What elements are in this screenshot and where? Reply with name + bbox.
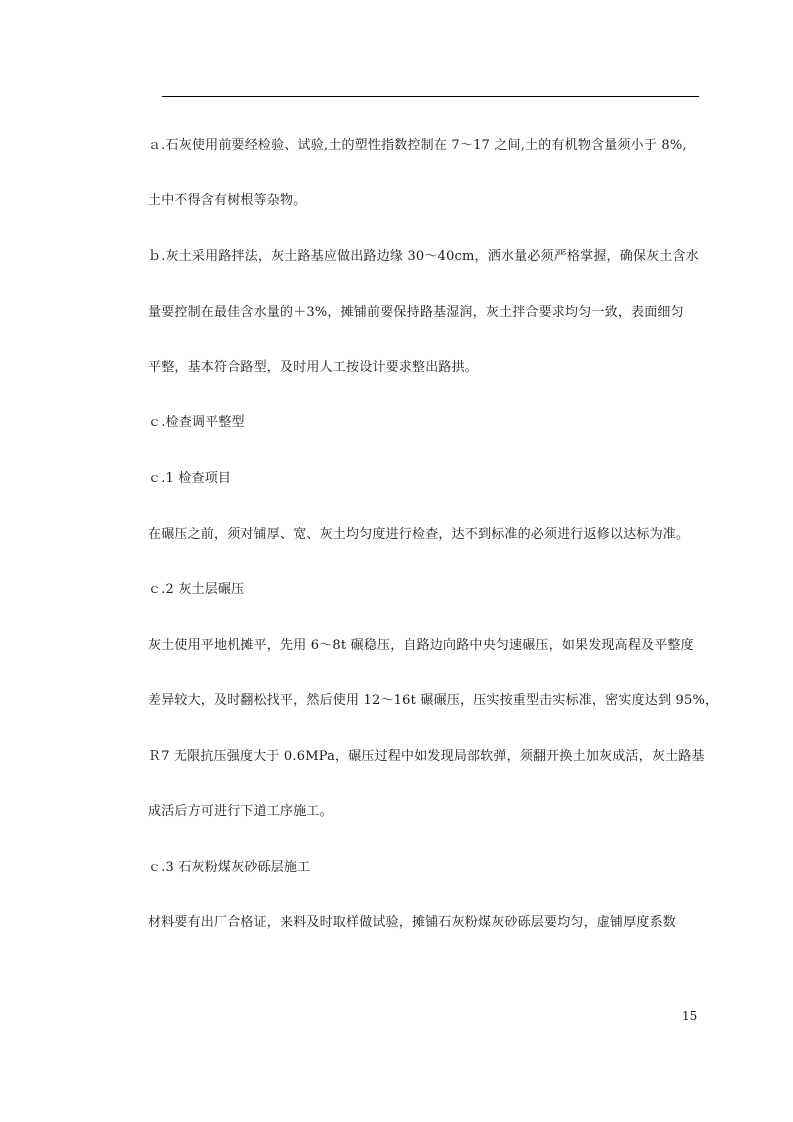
paragraph-line: 差异较大，及时翻松找平，然后使用 12～16t 碾碾压，压实按重型击实标准，密实度达到 95%，: [148, 693, 719, 708]
subsection-heading: ｃ.3 石灰粉煤灰砂砾层施工: [148, 860, 311, 875]
paragraph-line: 量要控制在最佳含水量的＋3%，摊铺前要保持路基湿润，灰土拌合要求均匀一致，表面细匀: [148, 305, 684, 320]
paragraph-line: 在碾压之前，须对铺厚、宽、灰土均匀度进行检查，达不到标准的必须进行返修以达标为准。: [148, 527, 690, 542]
page-number: 15: [682, 1009, 698, 1023]
paragraph-line: 土中不得含有树根等杂物。: [148, 193, 307, 208]
paragraph-line: 平整，基本符合路型，及时用人工按设计要求整出路拱。: [148, 360, 479, 375]
paragraph-line: ｂ.灰土采用路拌法，灰土路基应做出路边缘 30～40cm，洒水量必须严格掌握，确保灰土含水: [148, 249, 699, 264]
header-rule: [162, 96, 699, 97]
paragraph-line: 成活后方可进行下道工序施工。: [148, 804, 333, 819]
subsection-heading: ｃ.2 灰土层碾压: [148, 582, 245, 597]
section-heading: ｃ.检查调平整型: [148, 415, 245, 430]
paragraph-line: Ｒ7 无限抗压强度大于 0.6MPa，碾压过程中如发现局部软弹，须翻开换土加灰成活，灰土路基: [148, 749, 705, 764]
subsection-heading: ｃ.1 检查项目: [148, 471, 232, 486]
paragraph-line: 材料要有出厂合格证，来料及时取样做试验，摊铺石灰粉煤灰砂砾层要均匀，虚铺厚度系数: [148, 915, 677, 930]
paragraph-line: 灰土使用平地机摊平，先用 6～8t 碾稳压，自路边向路中央匀速碾压，如果发现高程及平整度: [148, 638, 694, 653]
paragraph-line: ａ.石灰使用前要经检验、试验,土的塑性指数控制在 7～17 之间,土的有机物含量须小于 8%,: [148, 138, 687, 153]
